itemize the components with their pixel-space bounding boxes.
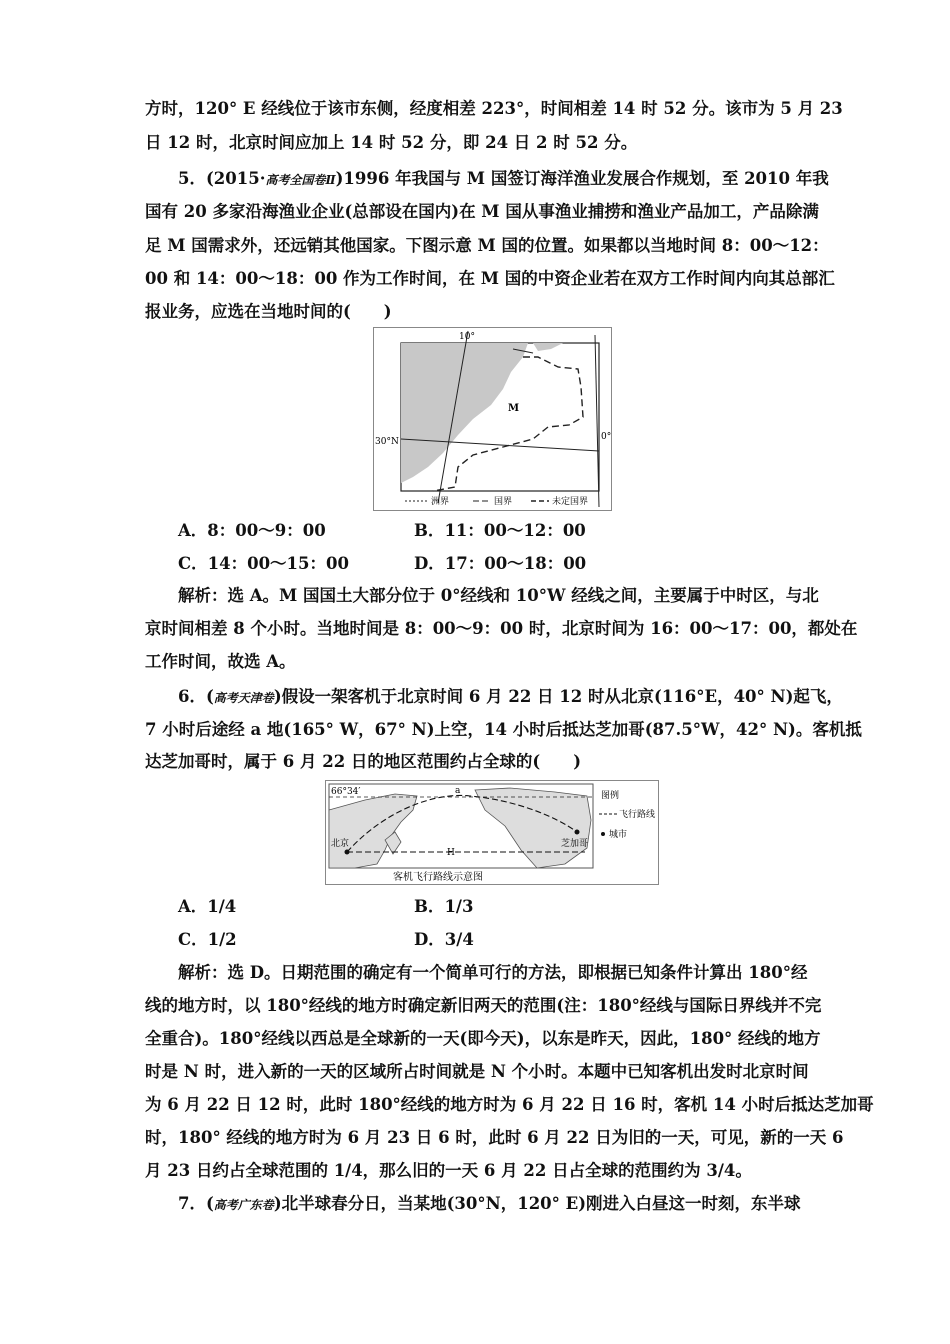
analysis-line: 线的地方时，以 180°经线的地方时确定新旧两天的范围(注：180°经线与国际日界线并不完 xyxy=(145,996,822,1015)
option-c: C．14：00～15：00 xyxy=(178,554,349,573)
text-line: 国有 20 多家沿海渔业企业(总部设在国内)在 M 国从事渔业捕捞和渔业产品加工，产品除满 xyxy=(145,202,819,221)
chicago-city xyxy=(575,830,580,835)
question-number: 6．( xyxy=(178,687,214,706)
stem-text: )北半球春分日，当某地(30°N，120° E)刚进入白昼这一时刻，东半球 xyxy=(273,1194,801,1213)
beijing-city xyxy=(345,850,350,855)
label-beijing: 北京 xyxy=(331,839,350,849)
stem-text: )1996 年我国与 M 国签订海洋渔业发展合作规划，至 2010 年我 xyxy=(335,169,829,188)
option-a: A．8：00～9：00 xyxy=(178,521,326,540)
label-m: M xyxy=(508,403,520,414)
text-line: 日 12 时，北京时间应加上 14 时 52 分，即 24 日 2 时 52 分。 xyxy=(145,133,638,152)
source-tag: 高考广东卷 xyxy=(213,1198,274,1212)
label-30n: 30°N xyxy=(375,437,399,447)
label-h: H xyxy=(447,848,455,858)
question-number: 7．( xyxy=(178,1194,214,1213)
analysis-line: 全重合)。180°经线以西总是全球新的一天(即今天)，以东是昨天，因此，180° 经线的地方 xyxy=(145,1029,821,1048)
analysis-line: 解析：选 D。日期范围的确定有一个简单可行的方法，即根据已知条件计算出 180°经 xyxy=(178,963,808,982)
question-5-stem xyxy=(178,168,829,191)
label-10: 10° xyxy=(459,332,475,342)
legend-undetermined: 未定国界 xyxy=(552,497,589,507)
label-0: 0° xyxy=(601,432,612,442)
legend-border: 国界 xyxy=(494,497,513,507)
source-tag: 高考全国卷Ⅱ xyxy=(265,173,336,187)
analysis-line: 时是 N 时，进入新的一天的区域所占时间就是 N 个小时。本题中已知客机出发时北京时间 xyxy=(145,1062,809,1081)
option-b: B．1/3 xyxy=(414,897,474,916)
legend-continent: 洲界 xyxy=(431,497,450,507)
analysis-line: 解析：选 A。M 国国土大部分位于 0°经线和 10°W 经线之间，主要属于中时区，与北 xyxy=(178,586,819,605)
text-line: 7 小时后途经 a 地(165° W，67° N)上空，14 小时后抵达芝加哥(87.5°W，42° N)。客机抵 xyxy=(145,720,862,739)
flight-map-svg xyxy=(325,780,659,885)
question-6-stem xyxy=(178,686,843,709)
label-a: a xyxy=(455,786,461,796)
analysis-line: 京时间相差 8 个小时。当地时间是 8：00～9：00 时，北京时间为 16：00～17：00，都处在 xyxy=(145,619,858,638)
legend-title: 图例 xyxy=(601,791,620,801)
analysis-line: 为 6 月 22 日 12 时，此时 180°经线的地方时为 6 月 22 日 16 时，客机 14 小时后抵达芝加哥 xyxy=(145,1095,874,1114)
analysis-line: 时，180° 经线的地方时为 6 月 23 日 6 时，此时 6 月 22 日为旧的一天，可见，新的一天 6 xyxy=(145,1128,844,1147)
source-tag: 高考天津卷 xyxy=(213,691,274,705)
legend-city: 城市 xyxy=(609,830,628,840)
text-line: 达芝加哥时，属于 6 月 22 日的地区范围约占全球的( ) xyxy=(145,752,582,771)
option-d: D．3/4 xyxy=(414,930,474,949)
option-a: A．1/4 xyxy=(178,897,237,916)
m-country-map xyxy=(373,327,612,511)
analysis-line: 月 23 日约占全球范围的 1/4，那么旧的一天 6 月 22 日占全球的范围约为 3/4。 xyxy=(145,1161,752,1180)
map-svg xyxy=(373,327,612,511)
text-line: 00 和 14：00～18：00 作为工作时间，在 M 国的中资企业若在双方工作时间内向其总部汇 xyxy=(145,269,835,288)
text-line: 报业务，应选在当地时间的( ) xyxy=(145,302,392,321)
option-d: D．17：00～18：00 xyxy=(414,554,587,573)
text-line: 方时，120° E 经线位于该市东侧，经度相差 223°，时间相差 14 时 52 分。该市为 5 月 23 xyxy=(145,99,843,118)
question-number: 5．(2015· xyxy=(178,169,266,188)
map-caption: 客机飞行路线示意图 xyxy=(393,872,483,883)
flight-route-map xyxy=(325,780,659,885)
label-arctic: 66°34′ xyxy=(331,787,361,797)
option-b: B．11：00～12：00 xyxy=(414,521,586,540)
label-chicago: 芝加哥 xyxy=(561,839,589,849)
question-7-stem xyxy=(178,1193,810,1216)
legend-route: 飞行路线 xyxy=(619,810,656,820)
option-c: C．1/2 xyxy=(178,930,237,949)
analysis-line: 工作时间，故选 A。 xyxy=(145,652,296,671)
text-line: 足 M 国需求外，还远销其他国家。下图示意 M 国的位置。如果都以当地时间 8：00～12： xyxy=(145,236,829,255)
stem-text: )假设一架客机于北京时间 6 月 22 日 12 时从北京(116°E，40° N)起飞， xyxy=(273,687,843,706)
